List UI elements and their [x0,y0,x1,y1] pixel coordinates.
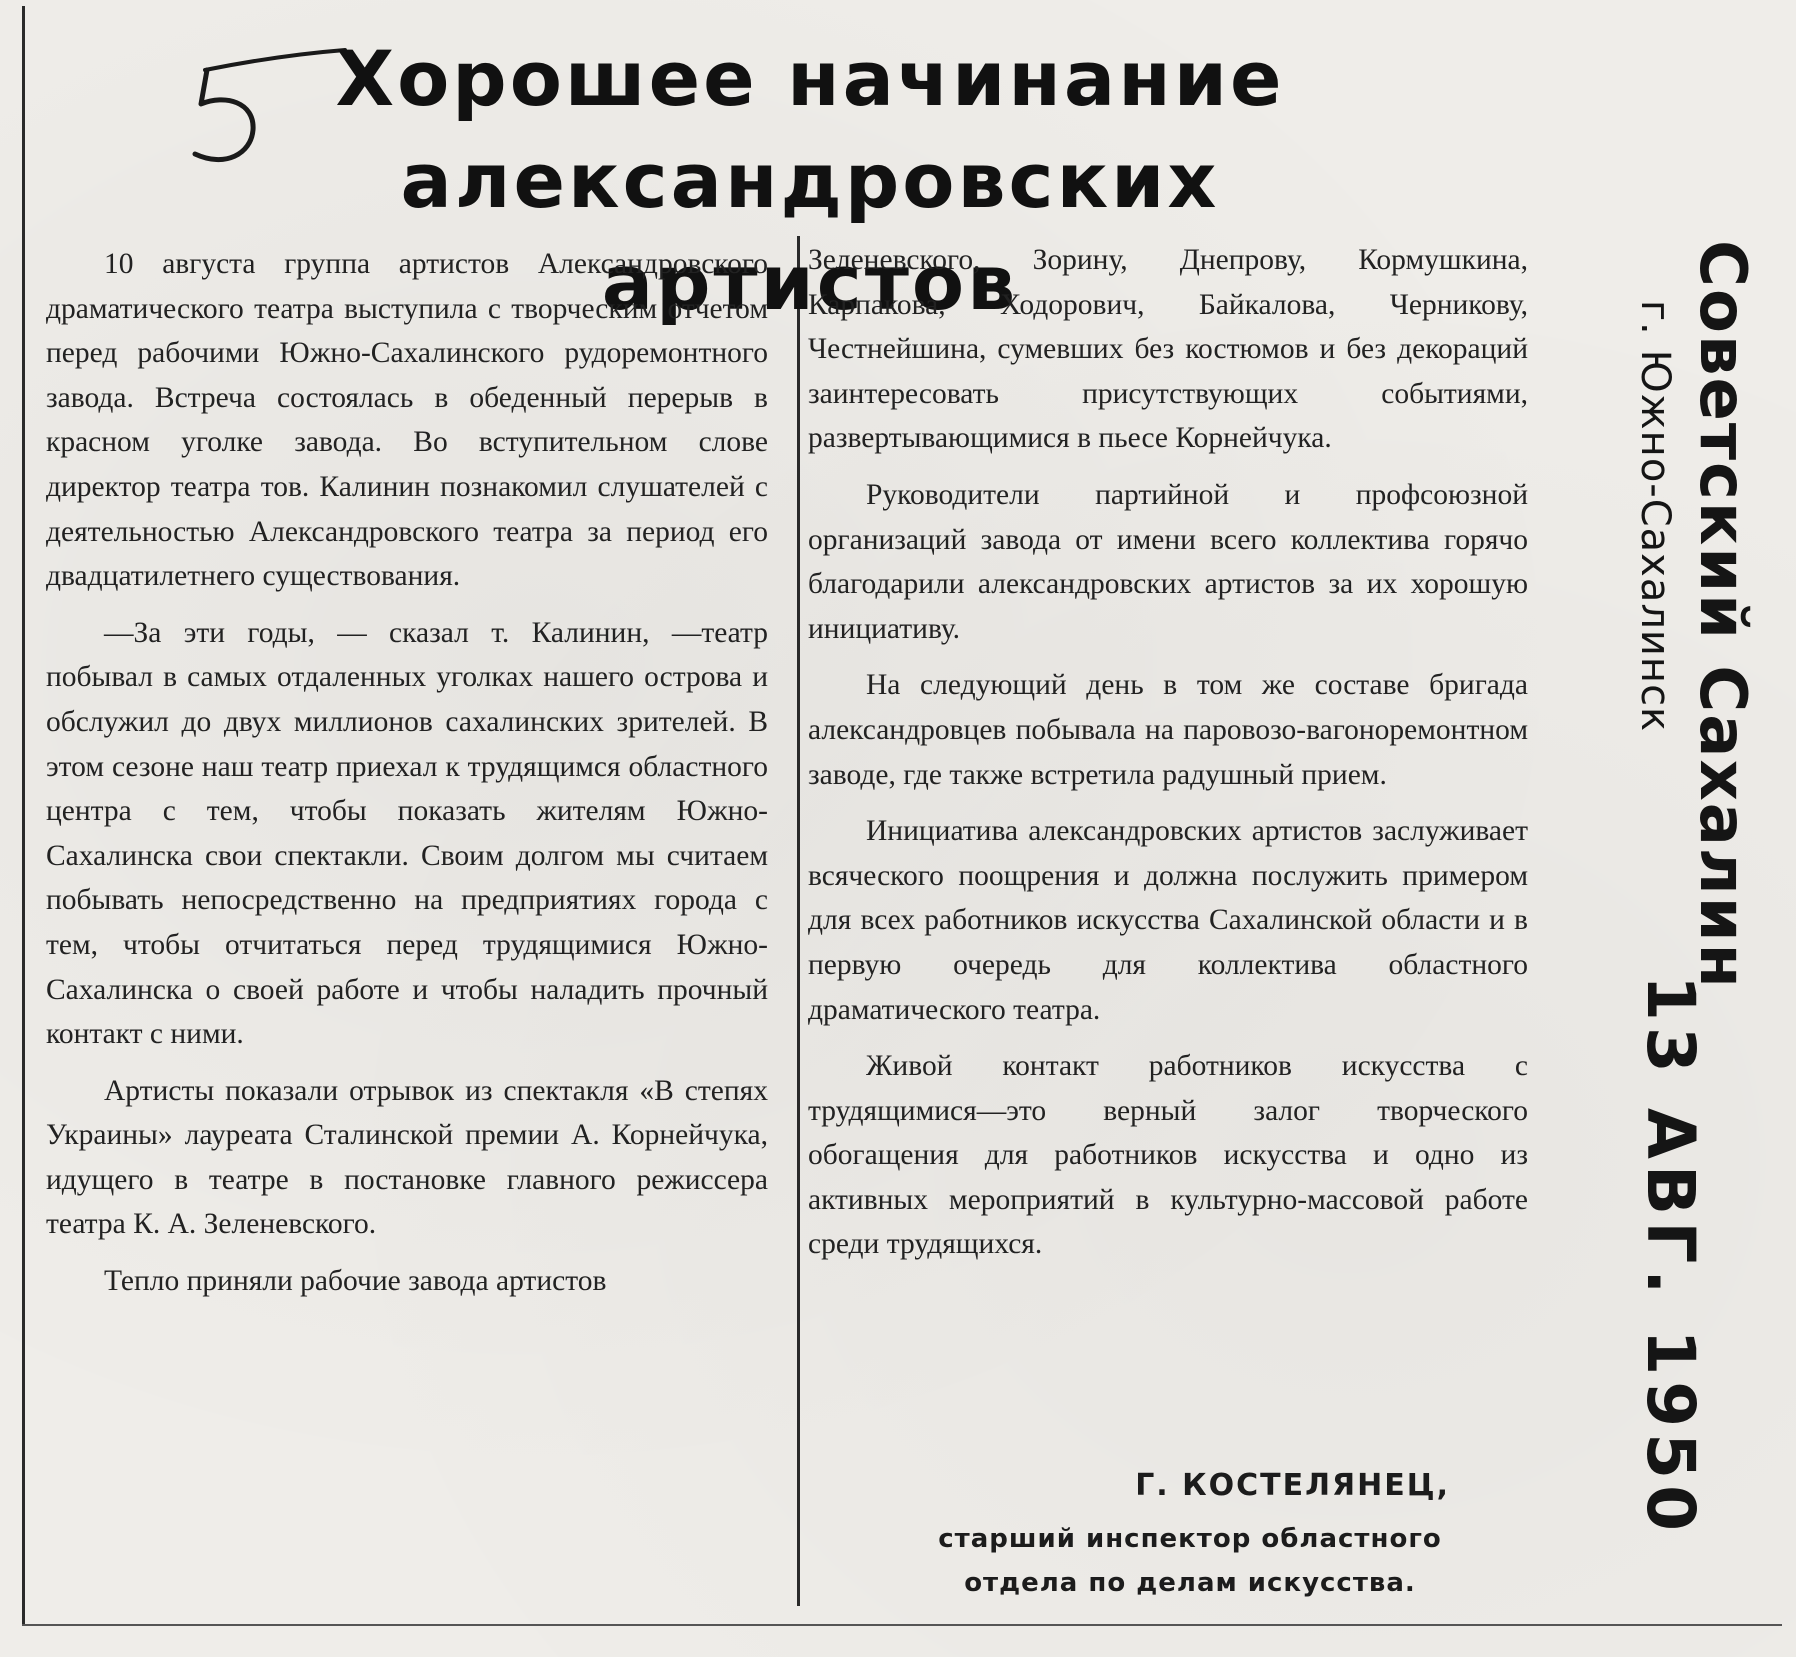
paragraph: Артисты показали отрывок из спектакля «В степях Украины» лауреата Сталинской премии А. Корнейчука, идущего в театре в постановке главного режиссера театра К. А. Зеленевского. [46,1074,768,1241]
column-divider [797,236,800,1606]
author-role-line-1: старший инспектор областного [938,1524,1442,1554]
stamp-newspaper-name: Советский Сахалин [1685,240,1759,990]
paragraph: Инициатива александровских артистов заслуживает всяческого поощрения и должна послужить примером для всех работников искусства Сахалинской области и в первую очередь для коллектива областного драматического театра. [808,815,1528,1026]
author-name: Г. КОСТЕЛЯНЕЦ, [1135,1468,1450,1503]
bottom-border-rule [22,1624,1782,1626]
paragraph: Живой контакт работников искусства с трудящимися—это верный залог творческого обогащения для работников искусства и одно из активных мероприятий в культурно-массовой работе среди трудящихся. [808,1050,1528,1261]
left-text-column [46,242,768,1316]
headline-line-1: Хорошее начинание [335,34,1285,123]
headline-line-2: александровских артистов [400,136,1220,327]
paragraph: Тепло приняли рабочие завода артистов [104,1265,607,1298]
paragraph: —За эти годы, — сказал т. Калинин, —театр побывал в самых отдаленных уголках нашего острова и обслужил до двух миллионов сахалинских зрителей. В этом сезоне наш театр приехал к трудящимся областного центра с тем, чтобы показать жителям Южно-Сахалинска свои спектакли. Своим долгом мы считаем побывать непосредственно на предприятиях города с тем, чтобы отчитаться перед трудящимися Южно-Сахалинска о своей работе и чтобы наладить прочный контакт с ними. [46,616,768,1051]
stamp-date: 13 АВГ. 1950 [1632,975,1709,1538]
paragraph: Зеленевского, Зорину, Днепрову, Кормушкина, Карпакова, Ходорович, Байкалова, Черникову, Честнейшина, сумевших без костюмов и без декораций заинтересовать присутствующих событиями, развертывающимися в пьесе Корнейчука. [808,244,1528,455]
left-border-rule [22,6,25,1626]
paragraph: Руководители партийной и профсоюзной организаций завода от имени всего коллектива горячо благодарили александровских артистов за их хорошую инициативу. [808,478,1528,645]
paragraph: 10 августа группа артистов Александровского драматического театра выступила с творческим отчетом перед рабочими Южно-Сахалинского рудоремонтного завода. Встреча состоялась в обеденный перерыв в красном уголке завода. Во вступительном слове директор театра тов. Калинин познакомил слушателей с деятельностью Александровского театра за период его двадцатилетнего существования. [46,248,768,593]
paragraph: На следующий день в том же составе бригада александровцев побывала на паровозо-вагоноремонтном заводе, где также встретила радушный прием. [808,669,1528,791]
author-role-line-2: отдела по делам искусства. [964,1568,1416,1598]
stamp-city: г. Южно-Сахалинск [1632,300,1678,733]
right-text-column [808,238,1528,1279]
author-signature [890,1468,1490,1605]
